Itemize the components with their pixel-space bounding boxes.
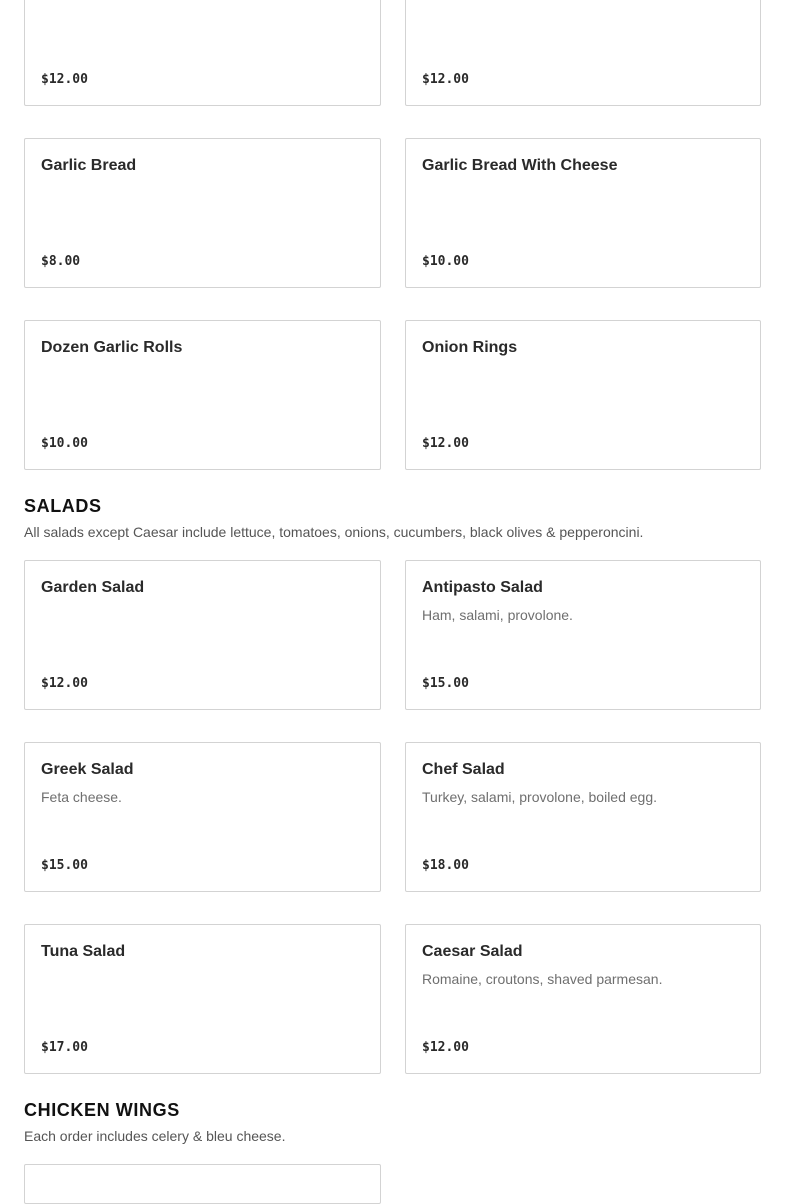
section-title-chicken-wings: CHICKEN WINGS bbox=[24, 1100, 180, 1120]
menu-item-name: Antipasto Salad bbox=[422, 579, 543, 596]
menu-item-price: $15.00 bbox=[422, 676, 469, 691]
menu-item-card-antipasto-salad[interactable] bbox=[405, 560, 761, 710]
menu-item-price: $12.00 bbox=[422, 436, 469, 451]
section-description-salads: All salads except Caesar include lettuce, tomatoes, onions, cucumbers, black olives & pepperoncini. bbox=[24, 524, 644, 540]
menu-item-card-garden-salad[interactable] bbox=[24, 560, 381, 710]
menu-item-price: $12.00 bbox=[422, 72, 469, 87]
menu-item-description: Romaine, croutons, shaved parmesan. bbox=[422, 971, 663, 987]
menu-item-price: $12.00 bbox=[422, 1040, 469, 1055]
menu-item-name: Caesar Salad bbox=[422, 943, 523, 960]
menu-item-card-dozen-garlic-rolls[interactable] bbox=[24, 320, 381, 470]
menu-item-name: Garlic Bread bbox=[41, 157, 137, 174]
menu-item-card-garlic-bread-with-cheese[interactable] bbox=[405, 138, 761, 288]
menu-item-name: Chef Salad bbox=[422, 761, 505, 778]
menu-item-price: $12.00 bbox=[41, 72, 88, 87]
menu-item-description: Ham, salami, provolone. bbox=[422, 607, 573, 623]
menu-item-card[interactable] bbox=[24, 1164, 381, 1204]
menu-item-name: Dozen Garlic Rolls bbox=[41, 339, 183, 356]
menu-item-name: Garlic Bread With Cheese bbox=[422, 157, 618, 174]
menu-item-description: Feta cheese. bbox=[41, 789, 122, 805]
section-description-chicken-wings: Each order includes celery & bleu cheese. bbox=[24, 1128, 286, 1144]
menu-item-card-caesar-salad[interactable] bbox=[405, 924, 761, 1074]
section-title-salads: SALADS bbox=[24, 496, 102, 516]
menu-item-price: $12.00 bbox=[41, 676, 88, 691]
menu-item-card-garlic-bread[interactable] bbox=[24, 138, 381, 288]
menu-item-name: Greek Salad bbox=[41, 761, 134, 778]
menu-item-card[interactable] bbox=[405, 0, 761, 106]
menu-item-price: $18.00 bbox=[422, 858, 469, 873]
menu-item-price: $10.00 bbox=[41, 436, 88, 451]
menu-item-price: $8.00 bbox=[41, 254, 81, 269]
menu-item-name: Garden Salad bbox=[41, 579, 145, 596]
menu-item-name: Tuna Salad bbox=[41, 943, 126, 960]
menu-item-description: Turkey, salami, provolone, boiled egg. bbox=[422, 789, 658, 805]
menu-item-card-onion-rings[interactable] bbox=[405, 320, 761, 470]
menu-item-name: Onion Rings bbox=[422, 339, 518, 356]
menu-item-price: $10.00 bbox=[422, 254, 469, 269]
menu-item-card-chef-salad[interactable] bbox=[405, 742, 761, 892]
menu-item-card[interactable] bbox=[24, 0, 381, 106]
menu-item-card-tuna-salad[interactable] bbox=[24, 924, 381, 1074]
menu-item-price: $17.00 bbox=[41, 1040, 88, 1055]
menu-item-card-greek-salad[interactable] bbox=[24, 742, 381, 892]
menu-item-price: $15.00 bbox=[41, 858, 88, 873]
